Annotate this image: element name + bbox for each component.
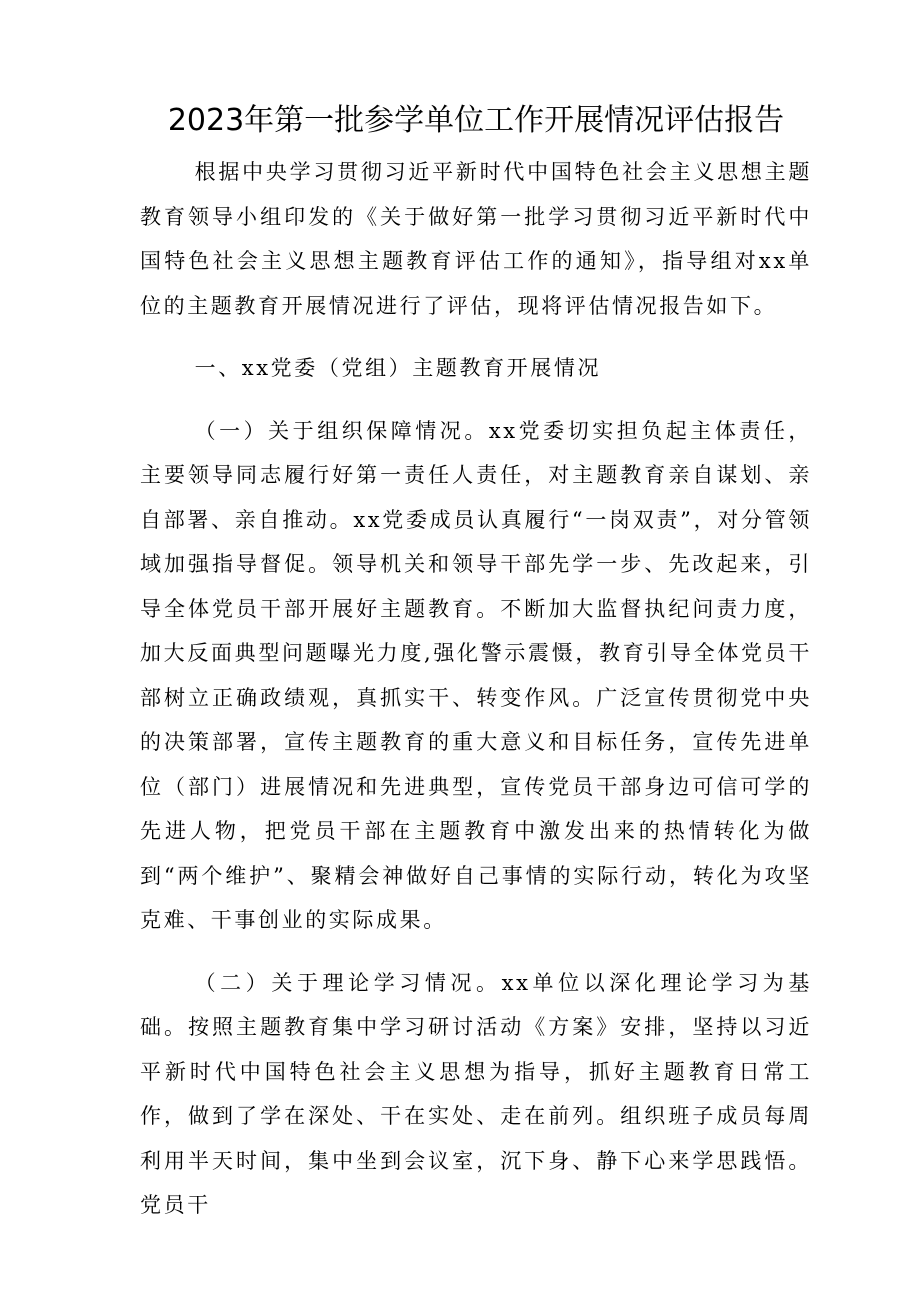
paragraph-organization: （一）关于组织保障情况。xx党委切实担负起主体责任，主要领导同志履行好第一责任人责任，对主题教育亲自谋划、亲自部署、亲自推动。xx党委成员认真履行“一岗双责”，对分管领域加强指导督促。领导机关和领导干部先学一步、先改起来，引导全体党员干部开展好主题教育。不断加大监督执纪问责力度，加大反面典型问题曝光力度,强化警示震慑，教育引导全体党员干部树立正确政绩观，真抓实干、转变作风。广泛宣传贯彻党中央的决策部署，宣传主题教育的重大意义和目标任务，宣传先进单位（部门）进展情况和先进典型，宣传党员干部身边可信可学的先进人物，把党员干部在主题教育中激发出来的热情转化为做到“两个维护”、聚精会神做好自己事情的实际行动，转化为攻坚克难、干事创业的实际成果。 bbox=[140, 418, 812, 932]
document-body bbox=[140, 150, 812, 1228]
paragraph-spacer bbox=[140, 943, 812, 961]
section-heading: 一、xx党委（党组）主题教育开展情况 bbox=[194, 356, 602, 380]
paragraph-spacer bbox=[140, 391, 812, 409]
paragraph-spacer bbox=[140, 328, 812, 346]
intro-paragraph: 根据中央学习贯彻习近平新时代中国特色社会主义思想主题教育领导小组印发的《关于做好第一批学习贯彻习近平新时代中国特色社会主义思想主题教育评估工作的通知》，指导组对xx单位的主题教育开展情况进行了评估，现将评估情况报告如下。 bbox=[140, 160, 812, 318]
paragraph-theory-study: （二）关于理论学习情况。xx单位以深化理论学习为基础。按照主题教育集中学习研讨活动《方案》安排，坚持以习近平新时代中国特色社会主义思想为指导，抓好主题教育日常工作，做到了学在深处、干在实处、走在前列。组织班子成员每周利用半天时间，集中坐到会议室，沉下身、静下心来学思践悟。党员干 bbox=[140, 970, 812, 1217]
document-title: 2023年第一批参学单位工作开展情况评估报告 bbox=[167, 103, 785, 138]
